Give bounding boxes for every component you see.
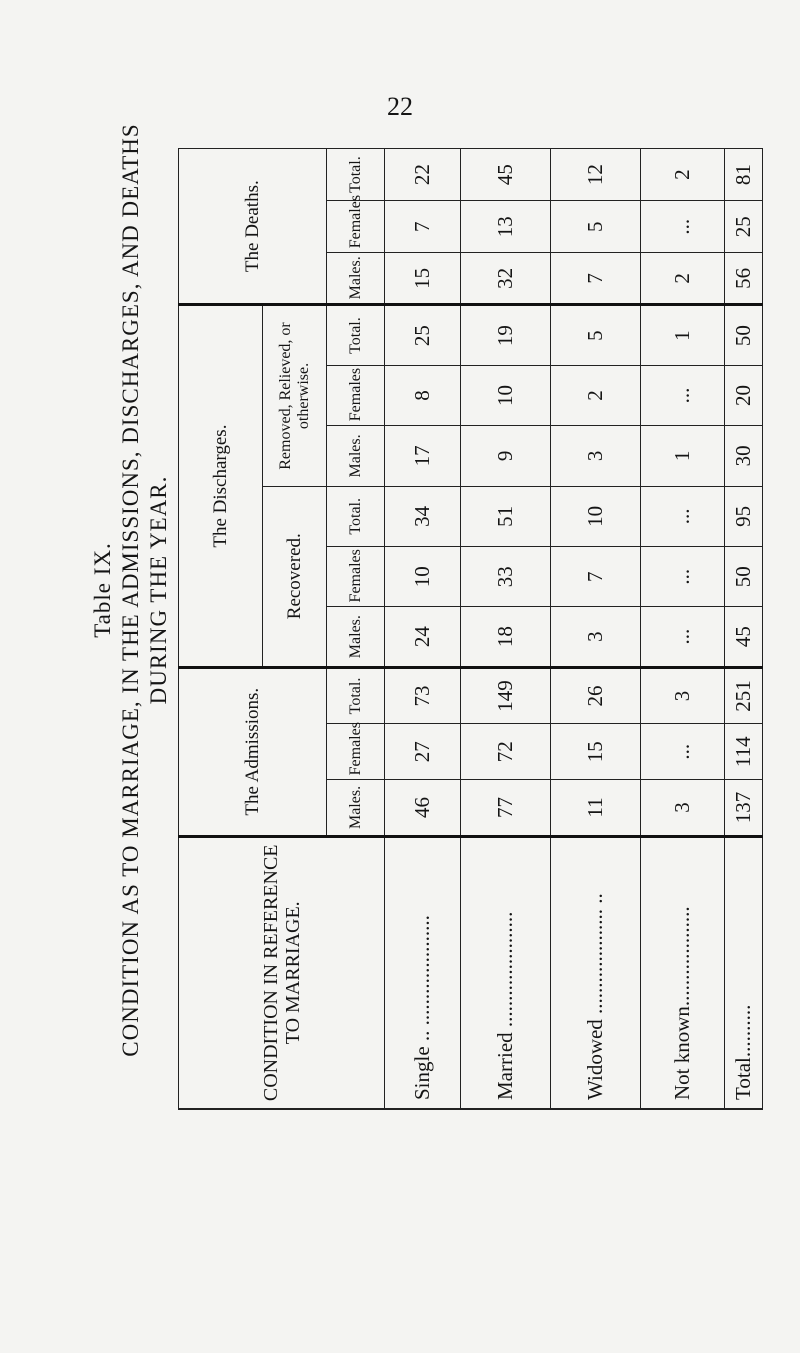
cell: ... — [641, 201, 725, 253]
cell: 149 — [461, 667, 551, 723]
table-row — [641, 149, 725, 1110]
row-label-not-known: Not known................... — [641, 836, 725, 1109]
cell: 5 — [551, 305, 641, 365]
row-label-widowed: Widowed .................... .. — [551, 836, 641, 1109]
rec-total-header: Total. — [327, 486, 385, 546]
cell: 19 — [461, 305, 551, 365]
cell: 25 — [725, 201, 763, 253]
row-label-married: Married ...................... — [461, 836, 551, 1109]
cell: 50 — [725, 547, 763, 607]
total-row — [725, 149, 763, 1110]
cell: 45 — [461, 149, 551, 201]
table-title-line2: DURING THE YEAR. — [146, 475, 171, 705]
cell: 1 — [641, 305, 725, 365]
cell: 95 — [725, 486, 763, 546]
adm-females-header: Females — [327, 724, 385, 780]
adm-total-header: Total. — [327, 667, 385, 723]
cell: 18 — [461, 607, 551, 667]
cell: 17 — [385, 426, 461, 486]
cell: 3 — [641, 780, 725, 836]
cell: 56 — [725, 253, 763, 305]
cell: 46 — [385, 780, 461, 836]
cell: 45 — [725, 607, 763, 667]
admissions-header: The Admissions. — [179, 667, 327, 836]
cell: 34 — [385, 486, 461, 546]
row-label-single: Single .. ..................... — [385, 836, 461, 1109]
cell: 12 — [551, 149, 641, 201]
cell: 73 — [385, 667, 461, 723]
table-title-line1: CONDITION AS TO MARRIAGE, IN THE ADMISSIONS, DISCHARGES, AND DEATHS — [118, 123, 143, 1057]
cell: 8 — [385, 365, 461, 425]
cell: 15 — [551, 724, 641, 780]
removed-header: Removed, Relieved, or otherwise. — [263, 305, 327, 486]
cell: 9 — [461, 426, 551, 486]
cell: 11 — [551, 780, 641, 836]
table-row — [385, 149, 461, 1110]
dea-males-header: Males. — [327, 253, 385, 305]
table-caption — [89, 60, 179, 1120]
cell: 2 — [551, 365, 641, 425]
cell: 251 — [725, 667, 763, 723]
cell: 25 — [385, 305, 461, 365]
cell: 27 — [385, 724, 461, 780]
page-number: 22 — [387, 92, 413, 121]
cell: 114 — [725, 724, 763, 780]
cell: 15 — [385, 253, 461, 305]
rem-total-header: Total. — [327, 305, 385, 365]
table-row — [461, 149, 551, 1110]
cell: 13 — [461, 201, 551, 253]
cell: 7 — [551, 253, 641, 305]
cell: 10 — [385, 547, 461, 607]
cell: 5 — [551, 201, 641, 253]
cell: 2 — [641, 149, 725, 201]
cell: 3 — [551, 426, 641, 486]
cell: ... — [641, 365, 725, 425]
cell: 137 — [725, 780, 763, 836]
cell: 51 — [461, 486, 551, 546]
cell: ... — [641, 607, 725, 667]
cell: 1 — [641, 426, 725, 486]
cell: 81 — [725, 149, 763, 201]
cell: 24 — [385, 607, 461, 667]
cell: 33 — [461, 547, 551, 607]
cell: 3 — [641, 667, 725, 723]
row-label-total: Total.......... — [725, 836, 763, 1109]
rec-females-header: Females — [327, 547, 385, 607]
deaths-header: The Deaths. — [179, 149, 327, 305]
cell: 2 — [641, 253, 725, 305]
cell: ... — [641, 724, 725, 780]
cell: 30 — [725, 426, 763, 486]
marriage-table-frame — [178, 148, 762, 1110]
cell: 20 — [725, 365, 763, 425]
cell: 7 — [551, 547, 641, 607]
recovered-header: Recovered. — [263, 486, 327, 667]
table-label: Table IX. — [90, 542, 115, 638]
cell: 10 — [461, 365, 551, 425]
rec-males-header: Males. — [327, 607, 385, 667]
marriage-condition-table — [178, 148, 763, 1110]
cell: 22 — [385, 149, 461, 201]
cell: ... — [641, 547, 725, 607]
cell: 10 — [551, 486, 641, 546]
cell: 7 — [385, 201, 461, 253]
cell: 26 — [551, 667, 641, 723]
cell: 72 — [461, 724, 551, 780]
table-row — [551, 149, 641, 1110]
cell: ... — [641, 486, 725, 546]
rem-females-header: Females — [327, 365, 385, 425]
rem-males-header: Males. — [327, 426, 385, 486]
cell: 77 — [461, 780, 551, 836]
adm-males-header: Males. — [327, 780, 385, 836]
dea-total-header: Total. — [327, 149, 385, 201]
cell: 3 — [551, 607, 641, 667]
dea-females-header: Females — [327, 201, 385, 253]
condition-header: CONDITION IN REFERENCE TO MARRIAGE. — [179, 836, 385, 1109]
cell: 32 — [461, 253, 551, 305]
discharges-header: The Discharges. — [179, 305, 263, 668]
cell: 50 — [725, 305, 763, 365]
